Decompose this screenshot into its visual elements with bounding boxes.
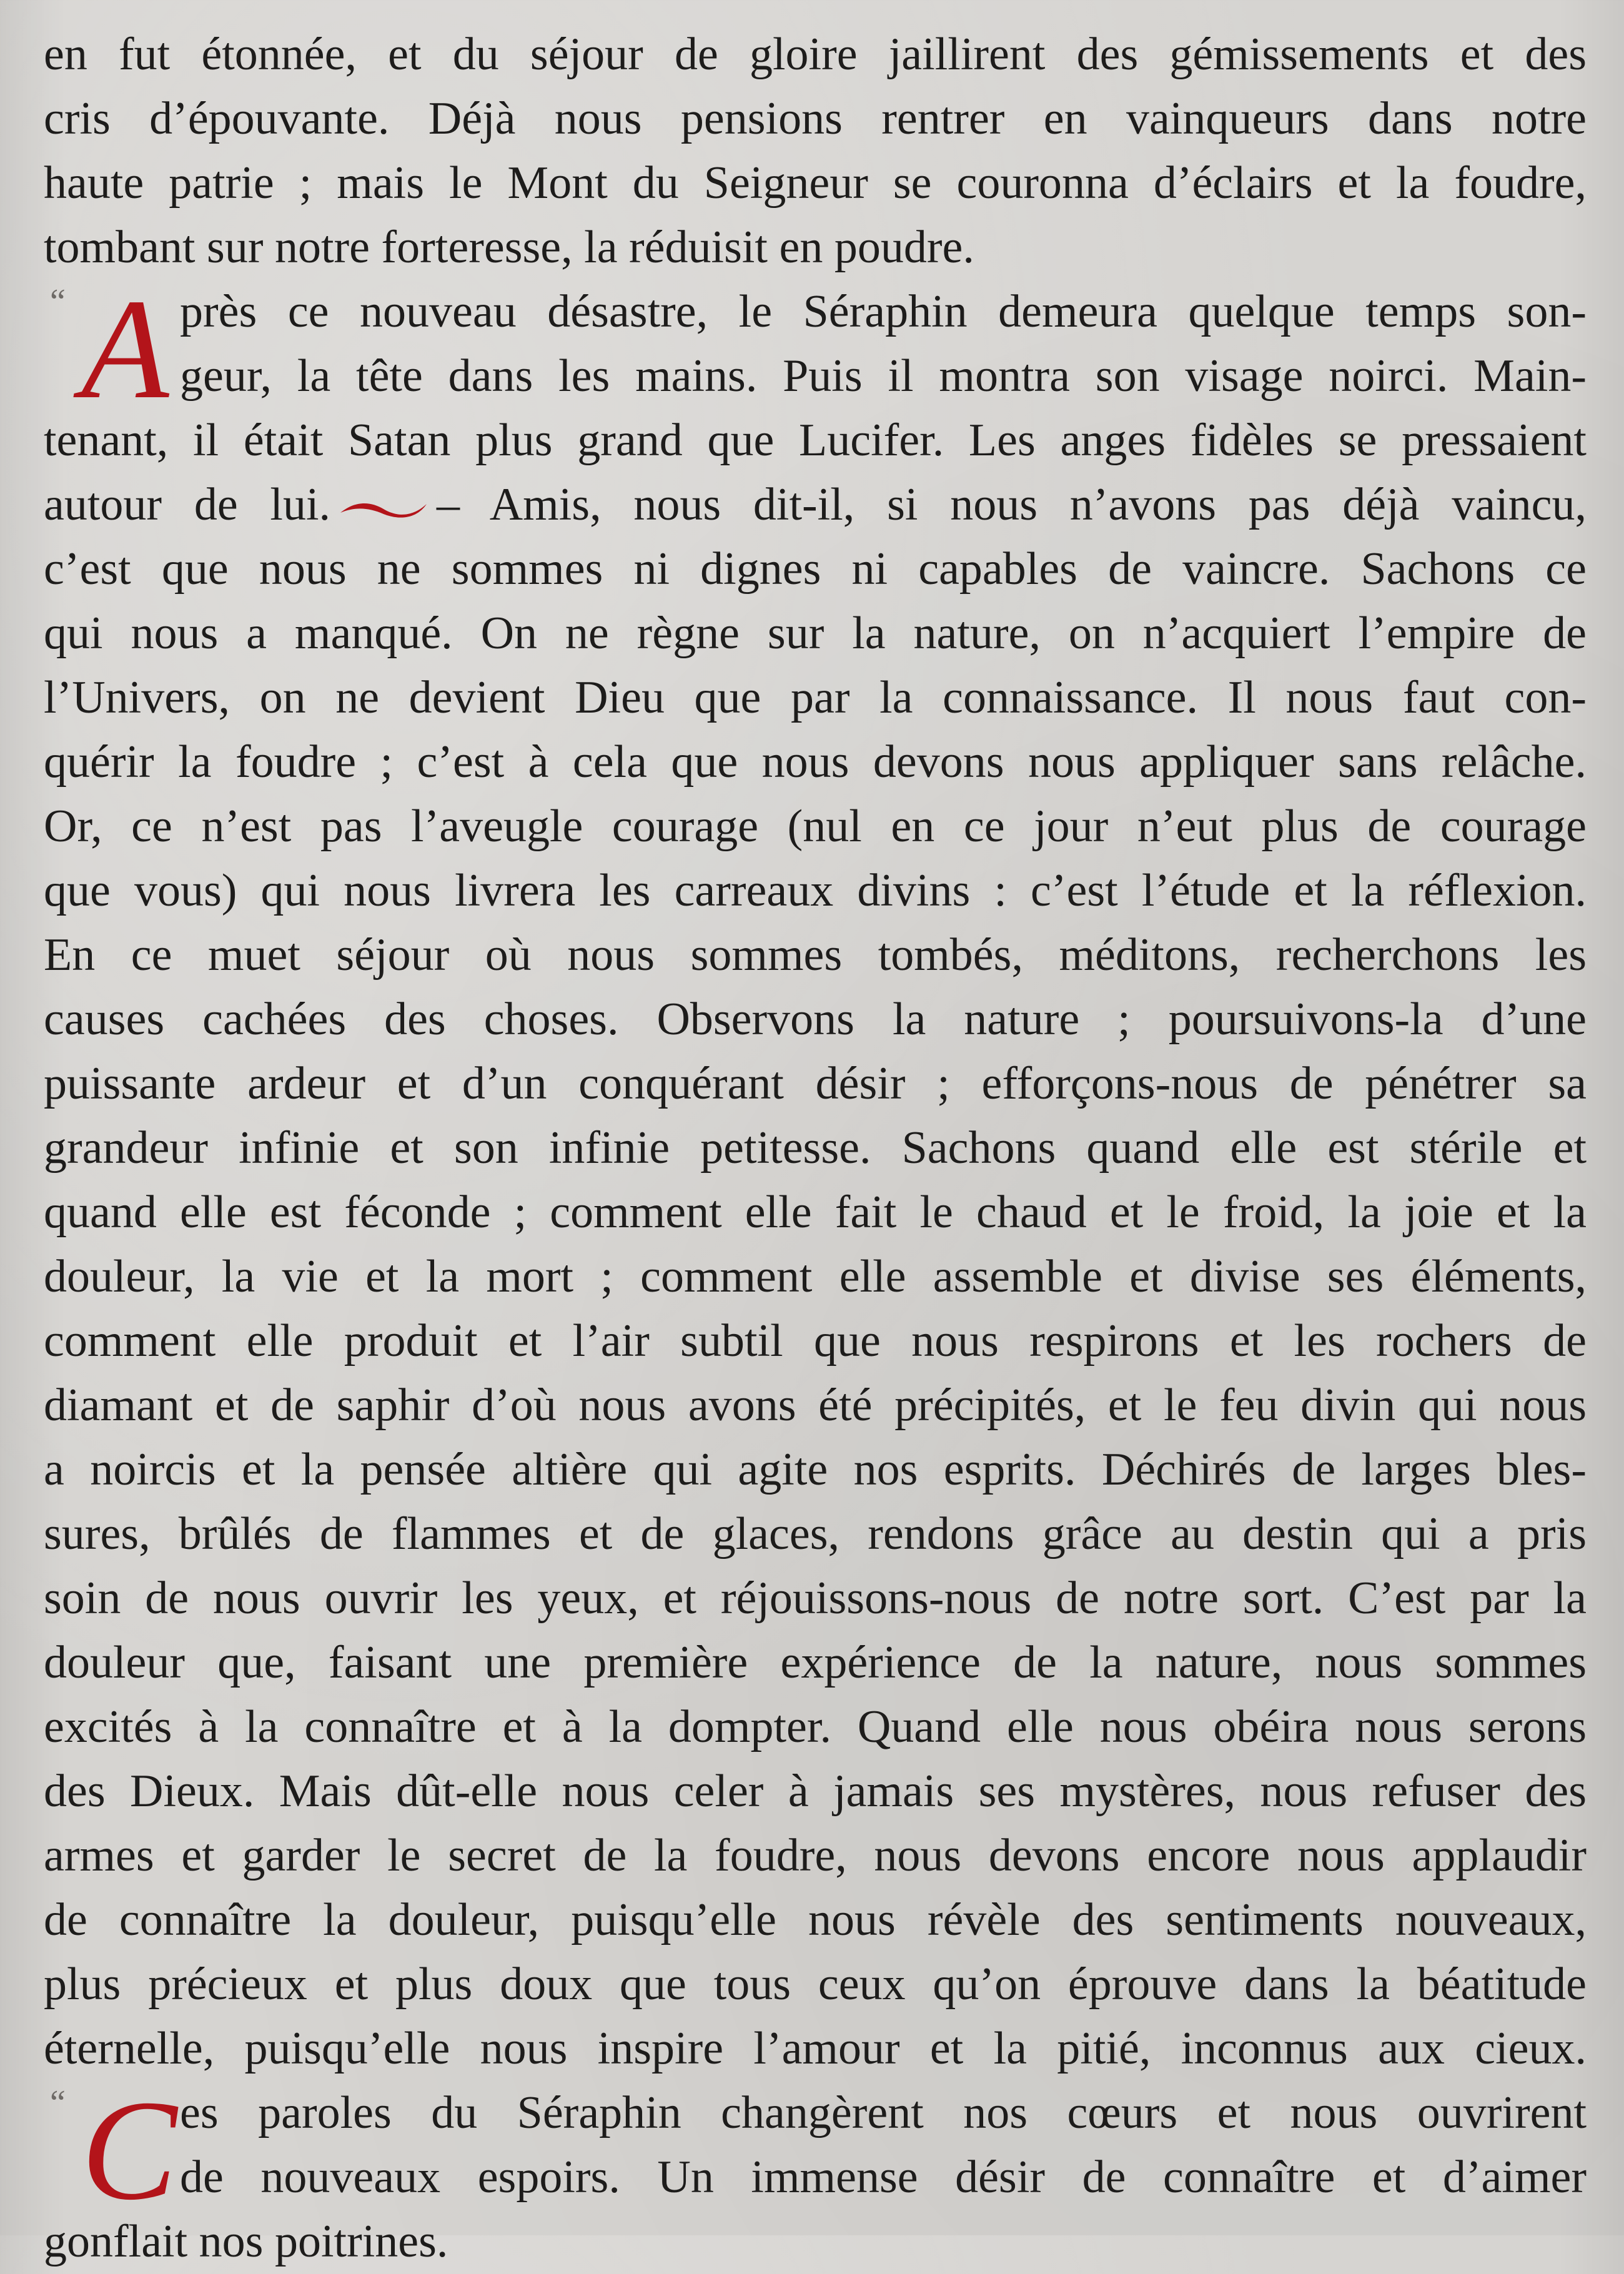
text-line: puissante ardeur et d’un conquérant désir ; efforçons-nous de pénétrer sa — [44, 1058, 1587, 1109]
drop-cap-a: A — [81, 269, 169, 428]
text-line: que vous) qui nous livrera les carreaux divins : c’est l’étude et la réflexion. — [44, 865, 1587, 916]
text-line: diamant et de saphir d’où nous avons été précipités, et le feu divin qui nous — [44, 1380, 1587, 1431]
paragraph-1 — [44, 22, 1587, 280]
text-line: plus précieux et plus doux que tous ceux qu’on éprouve dans la béatitude — [44, 1959, 1587, 2010]
text-line: tenant, il était Satan plus grand que Lucifer. Les anges fidèles se pressaient — [44, 415, 1587, 466]
opening-quote-mark: “ — [50, 2084, 66, 2122]
text-line: qui nous a manqué. On ne règne sur la nature, on n’acquiert l’empire de — [44, 608, 1587, 659]
paragraph-2 — [44, 269, 1587, 2081]
text-line-with-ornament — [44, 473, 1587, 537]
text-line: en fut étonnée, et du séjour de gloire jaillirent des gémissements et des — [44, 29, 1587, 80]
text-line: soin de nous ouvrir les yeux, et réjouissons-nous de notre sort. C’est par la — [44, 1573, 1587, 1624]
text-line: grandeur infinie et son infinie petitesse. Sachons quand elle est stérile et — [44, 1122, 1587, 1174]
text-line: comment elle produit et l’air subtil que nous respirons et les rochers de — [44, 1315, 1587, 1367]
drop-cap-c: C — [81, 2070, 177, 2230]
text-line: douleur que, faisant une première expérience de la nature, nous sommes — [44, 1637, 1587, 1688]
paragraph-3 — [44, 2070, 1587, 2274]
text-line: c’est que nous ne sommes ni dignes ni capables de vaincre. Sachons ce — [44, 543, 1587, 595]
text-block — [44, 22, 1587, 2274]
text-line: de nouveaux espoirs. Un immense désir de connaître et d’aimer — [180, 2152, 1587, 2203]
red-tilde-ornament-icon — [337, 497, 430, 522]
text-line: causes cachées des choses. Observons la nature ; poursuivons-la d’une — [44, 994, 1587, 1045]
text-line: éternelle, puisqu’elle nous inspire l’amour et la pitié, inconnus aux cieux. — [44, 2023, 1587, 2074]
text-line: a noircis et la pensée altière qui agite nos esprits. Déchirés de larges bles- — [44, 1444, 1587, 1495]
text-line: douleur, la vie et la mort ; comment elle assemble et divise ses éléments, — [44, 1251, 1587, 1302]
text-line: sures, brûlés de flammes et de glaces, rendons grâce au destin qui a pris — [44, 1508, 1587, 1560]
text-line: geur, la tête dans les mains. Puis il montra son visage noirci. Main- — [180, 350, 1587, 402]
text-line: armes et garder le secret de la foudre, nous devons encore nous applaudir — [44, 1830, 1587, 1881]
text-line: tombant sur notre forteresse, la réduisit en poudre. — [44, 222, 974, 273]
text-line: cris d’épouvante. Déjà nous pensions rentrer en vainqueurs dans notre — [44, 93, 1587, 144]
text-line: des Dieux. Mais dût-elle nous celer à jamais ses mystères, nous refuser des — [44, 1766, 1587, 1817]
text-line: excités à la connaître et à la dompter. Quand elle nous obéira nous serons — [44, 1701, 1587, 1752]
text-line: Or, ce n’est pas l’aveugle courage (nul en ce jour n’eut plus de courage — [44, 801, 1587, 852]
text-line: de connaître la douleur, puisqu’elle nous révèle des sentiments nouveaux, — [44, 1894, 1587, 1945]
text-fragment: – Amis, nous dit-il, si nous n’avons pas déjà vaincu, — [437, 479, 1587, 530]
text-line: es paroles du Séraphin changèrent nos cœurs et nous ouvrirent — [180, 2087, 1587, 2138]
text-line: quand elle est féconde ; comment elle fait le chaud et le froid, la joie et la — [44, 1187, 1587, 1238]
text-line: l’Univers, on ne devient Dieu que par la connaissance. Il nous faut con- — [44, 672, 1587, 723]
opening-quote-mark: “ — [50, 282, 66, 321]
text-line: gonflait nos poitrines. — [44, 2216, 448, 2267]
text-line: En ce muet séjour où nous sommes tombés, méditons, recherchons les — [44, 929, 1587, 981]
text-line: près ce nouveau désastre, le Séraphin demeura quelque temps son- — [180, 286, 1587, 337]
text-line: quérir la foudre ; c’est à cela que nous devons nous appliquer sans relâche. — [44, 736, 1587, 788]
text-fragment: autour de lui. — [44, 479, 331, 530]
text-line: haute patrie ; mais le Mont du Seigneur se couronna d’éclairs et la foudre, — [44, 157, 1587, 209]
